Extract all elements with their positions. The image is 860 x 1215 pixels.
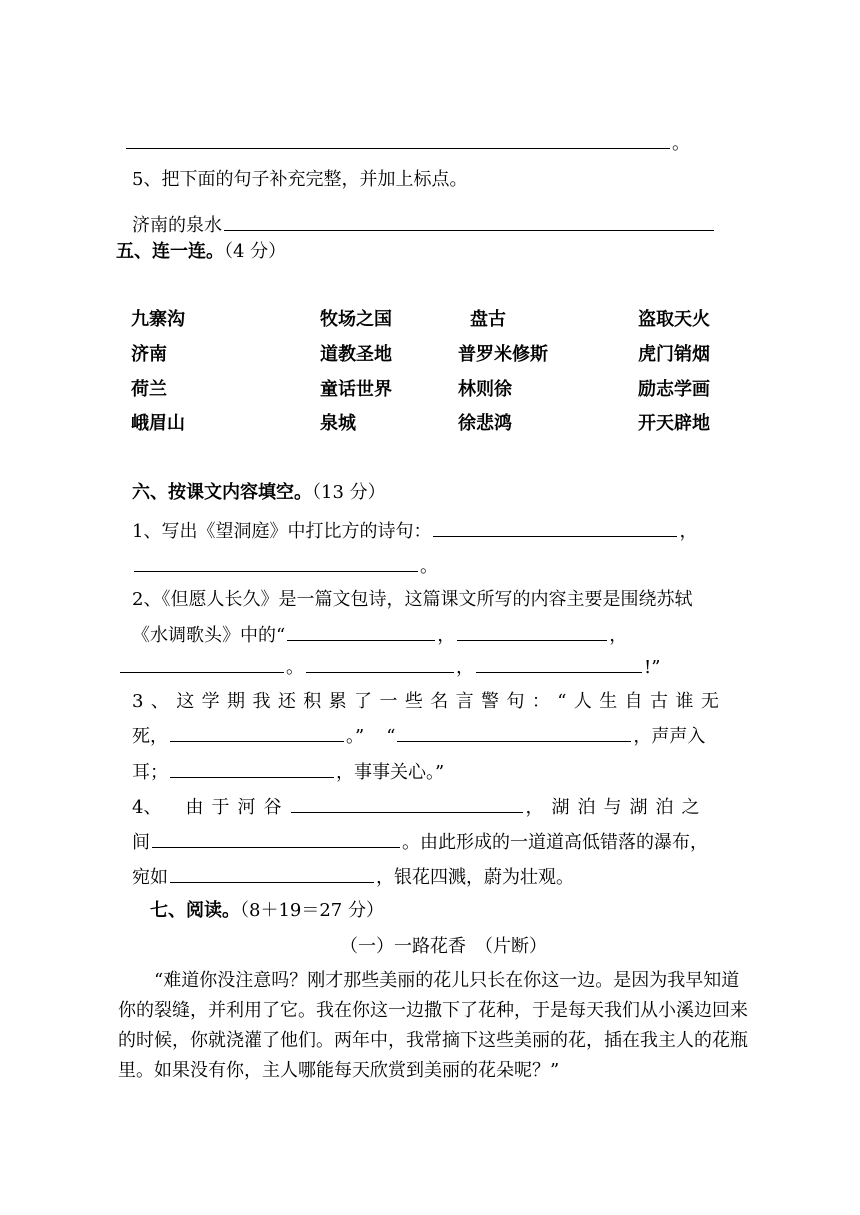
answer-blank[interactable] (224, 212, 714, 231)
answer-blank[interactable] (152, 829, 400, 848)
answer-blank[interactable] (476, 654, 642, 673)
question-6-3-cont: 死， 。” “ ，声声入 (132, 723, 705, 749)
question-6-3: 3、这学期我还积累了一些名言警句：“人生自古谁无 (132, 691, 727, 712)
match-item[interactable]: 开天辟地 (638, 413, 710, 434)
answer-blank[interactable] (170, 864, 374, 883)
question-6-2-cont: 《水调歌头》中的“ ， ， (132, 622, 627, 648)
question-6-4: 4、 由于河谷 ，湖泊与湖泊之 (132, 794, 707, 820)
question-6-2-cont2: 。 ， !” (118, 654, 660, 680)
answer-blank[interactable] (433, 518, 677, 537)
answer-blank[interactable] (134, 553, 418, 572)
q4-answer-line: 。 (124, 130, 690, 156)
question-6-1: 1、写出《望洞庭》中打比方的诗句： ， (132, 518, 697, 544)
match-item[interactable]: 九寨沟 (131, 309, 185, 330)
section-5-heading: 五、连一连。（4 分） (116, 241, 287, 262)
match-item[interactable]: 泉城 (320, 413, 356, 434)
match-item[interactable]: 徐悲鸿 (458, 413, 512, 434)
question-6-3-cont2: 耳； ，事事关心。” (132, 759, 444, 785)
section-6-heading: 六、按课文内容填空。（13 分） (132, 482, 386, 503)
question-6-2: 2、《但愿人长久》是一篇文包诗，这篇课文所写的内容主要是围绕苏轼 (132, 589, 693, 610)
answer-blank[interactable] (306, 654, 454, 673)
answer-blank[interactable] (291, 794, 523, 813)
match-item[interactable]: 盘古 (470, 309, 506, 330)
question-5-answer: 济南的泉水 (132, 212, 716, 238)
match-item[interactable]: 童话世界 (320, 379, 392, 400)
reading-subtitle: （一）一路花香 （片断） (340, 936, 547, 957)
match-item[interactable]: 普罗米修斯 (458, 344, 548, 365)
match-item[interactable]: 牧场之国 (320, 309, 392, 330)
reading-paragraph: “难道你没注意吗？刚才那些美丽的花儿只长在你这一边。是因为我早知道你的裂缝，并利用了它。我在你这一边撒下了花种，于是每天我们从小溪边回来的时候，你就浇灌了他们。两年中，我常摘下这些美丽的花，插在我主人的花瓶里。如果没有你，主人哪能每天欣赏到美丽的花朵呢？” (118, 970, 748, 1081)
question-5: 5、把下面的句子补充完整，并加上标点。 (132, 169, 468, 190)
match-item[interactable]: 盗取天火 (638, 309, 710, 330)
question-6-1-cont: 。 (132, 553, 438, 579)
answer-blank[interactable] (170, 723, 344, 742)
answer-blank[interactable] (126, 130, 670, 149)
answer-blank[interactable] (287, 622, 435, 641)
match-item[interactable]: 林则徐 (458, 379, 512, 400)
match-item[interactable]: 济南 (131, 344, 167, 365)
answer-blank[interactable] (120, 654, 284, 673)
match-item[interactable]: 荷兰 (131, 379, 167, 400)
match-item[interactable]: 道教圣地 (320, 344, 392, 365)
section-7-heading: 七、阅读。（8＋19＝27 分） (150, 900, 384, 921)
answer-blank[interactable] (170, 759, 334, 778)
match-item[interactable]: 励志学画 (638, 379, 710, 400)
answer-blank[interactable] (457, 622, 607, 641)
question-6-4-cont2: 宛如 ，银花四溅，蔚为壮观。 (132, 864, 574, 890)
answer-blank[interactable] (397, 723, 631, 742)
question-6-4-cont: 间 。由此形成的一道道高低错落的瀑布， (132, 829, 708, 855)
match-item[interactable]: 峨眉山 (131, 413, 185, 434)
match-item[interactable]: 虎门销烟 (638, 344, 710, 365)
